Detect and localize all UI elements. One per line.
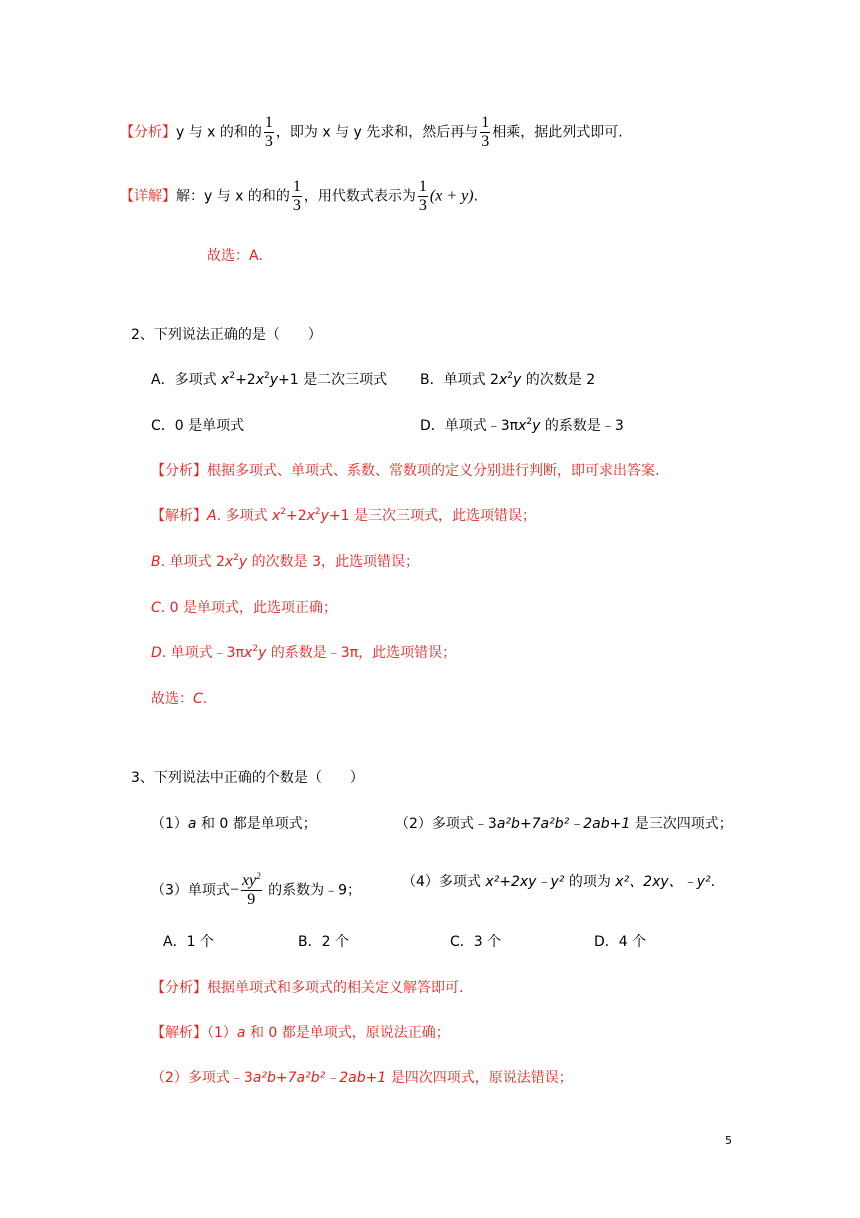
label: D．单项式﹣3π <box>420 418 519 434</box>
text: 的系数是﹣3 <box>540 418 624 434</box>
text: . <box>473 188 479 205</box>
var: x <box>255 372 264 388</box>
text: （4）多项式 <box>402 874 486 890</box>
text: 的次数是 2 <box>521 372 596 388</box>
var: a <box>187 816 197 832</box>
q2-option-a <box>151 370 387 390</box>
var: x <box>498 372 508 388</box>
expression: a²b+7a²b²﹣2ab+1 <box>252 1070 387 1086</box>
text: （1） <box>151 816 188 832</box>
page-number: 5 <box>725 1134 732 1147</box>
text: 是三次四项式； <box>630 816 733 832</box>
text: . <box>710 874 716 890</box>
var: y <box>269 372 279 388</box>
text: 故选： <box>151 691 193 707</box>
text: 解：y 与 x 的和的 <box>176 188 290 205</box>
fraction <box>418 178 428 215</box>
var: x <box>221 372 230 388</box>
num: 1 <box>264 114 273 131</box>
q2-answer <box>151 689 207 709</box>
letter: C <box>193 691 203 707</box>
var: y <box>532 418 541 434</box>
q1-answer: 故选：A. <box>207 248 263 264</box>
var: x <box>271 508 281 524</box>
q1-analysis <box>120 114 623 151</box>
label: B．单项式 2 <box>420 372 499 388</box>
var: a <box>236 1025 246 1041</box>
q2-option-d <box>420 416 624 436</box>
expression: a²b+7a²b²﹣2ab+1 <box>496 816 631 832</box>
fraction <box>480 114 490 151</box>
q3-analysis: 【分析】根据单项式和多项式的相关定义解答即可. <box>151 980 464 996</box>
q3-stem: 3、下列说法中正确的个数是（ ） <box>131 770 364 786</box>
text: 的系数为﹣9； <box>263 882 362 899</box>
q2-stem: 2、下列说法正确的是（ ） <box>131 327 322 343</box>
den: 3 <box>481 133 490 150</box>
q2-option-b <box>420 370 595 390</box>
q2-solution-d <box>151 643 456 663</box>
letter: B <box>151 554 161 570</box>
q3-choice-a: A．1 个 <box>163 934 214 950</box>
text: ，用代数式表示为 <box>303 188 416 205</box>
q3-solution-2 <box>151 1068 573 1088</box>
num: 1 <box>292 178 301 195</box>
den: 3 <box>292 197 301 214</box>
q3-choice-d: D．4 个 <box>594 934 647 950</box>
q3-statement-1 <box>151 814 317 834</box>
q2-solution-c <box>151 598 337 618</box>
text: 和 0 都是单项式，原说法正确； <box>245 1025 450 1041</box>
var: y <box>238 554 248 570</box>
expression: x²+2xy﹣y² <box>485 874 565 890</box>
exp: 2 <box>280 507 286 517</box>
den: 9 <box>241 890 262 909</box>
exp: 2 <box>256 871 261 881</box>
fraction <box>264 114 274 151</box>
fraction <box>292 178 302 215</box>
tag: 【解析】 <box>151 1025 207 1041</box>
text: （2）多项式﹣3 <box>395 816 497 832</box>
num: 1 <box>418 178 427 195</box>
var: x <box>306 508 315 524</box>
text: 的次数是 3，此选项错误； <box>247 554 420 570</box>
q3-solution-1 <box>151 1023 450 1043</box>
exp: 2 <box>264 371 270 381</box>
q2-solution-a <box>151 506 536 526</box>
exp: 2 <box>526 417 533 427</box>
text: （1） <box>207 1025 237 1041</box>
text: +1 是二次三项式 <box>278 372 388 388</box>
q2-analysis: 【分析】根据多项式、单项式、系数、常数项的定义分别进行判断，即可求出答案. <box>151 463 660 479</box>
var: x <box>244 645 253 661</box>
num: 1 <box>481 114 490 131</box>
text: . 多项式 <box>216 508 272 524</box>
detail-tag: 【详解】 <box>120 188 176 205</box>
text: 是四次四项式，原说法错误； <box>386 1070 573 1086</box>
num <box>241 872 262 890</box>
text: 和 0 都是单项式； <box>196 816 317 832</box>
text: 的项为 <box>564 874 616 890</box>
expression: (x + y) <box>429 187 474 205</box>
var: y <box>258 645 267 661</box>
tag: 【解析】 <box>151 508 207 524</box>
label: A．多项式 <box>151 372 222 388</box>
q3-statement-3 <box>151 872 361 909</box>
den: 3 <box>418 197 427 214</box>
num-text: xy <box>241 872 257 889</box>
text: +2 <box>235 372 256 388</box>
letter: C <box>151 600 161 616</box>
text: . 单项式﹣3π <box>161 645 245 661</box>
text: 相乘，据此列式即可. <box>492 124 623 141</box>
text: （2）多项式﹣3 <box>151 1070 253 1086</box>
minus-sign: − <box>229 881 239 899</box>
exp: 2 <box>233 553 239 563</box>
exp: 2 <box>229 371 236 381</box>
q2-solution-b <box>151 552 419 572</box>
q2-option-c: C．0 是单项式 <box>151 418 245 434</box>
text: . 0 是单项式，此选项正确； <box>160 600 338 616</box>
q3-statement-4 <box>402 872 715 892</box>
den: 3 <box>264 133 273 150</box>
letter: D <box>151 645 162 661</box>
text: y 与 x 的和的 <box>176 124 262 141</box>
var: x <box>224 554 234 570</box>
q3-statement-2 <box>395 814 733 834</box>
text: 的系数是﹣3π，此选项错误； <box>266 645 457 661</box>
var: y <box>320 508 329 524</box>
exp: 2 <box>507 371 513 381</box>
fraction <box>241 872 262 909</box>
analysis-tag: 【分析】 <box>120 124 176 141</box>
exp: 2 <box>252 644 259 654</box>
expression: x²、2xy、﹣y² <box>615 874 711 890</box>
var: y <box>513 372 522 388</box>
var: x <box>518 418 527 434</box>
text: . 单项式 2 <box>160 554 225 570</box>
letter: A <box>207 508 217 524</box>
q1-detail <box>120 178 478 215</box>
text: （3）单项式 <box>151 882 230 899</box>
text: +1 是三次三项式，此选项错误； <box>328 508 537 524</box>
q3-choice-c: C．3 个 <box>450 934 502 950</box>
text: ，即为 x 与 y 先求和，然后再与 <box>275 124 479 141</box>
q3-choice-b: B．2 个 <box>298 934 349 950</box>
exp: 2 <box>314 507 321 517</box>
text: +2 <box>285 508 307 524</box>
text: . <box>202 691 208 707</box>
